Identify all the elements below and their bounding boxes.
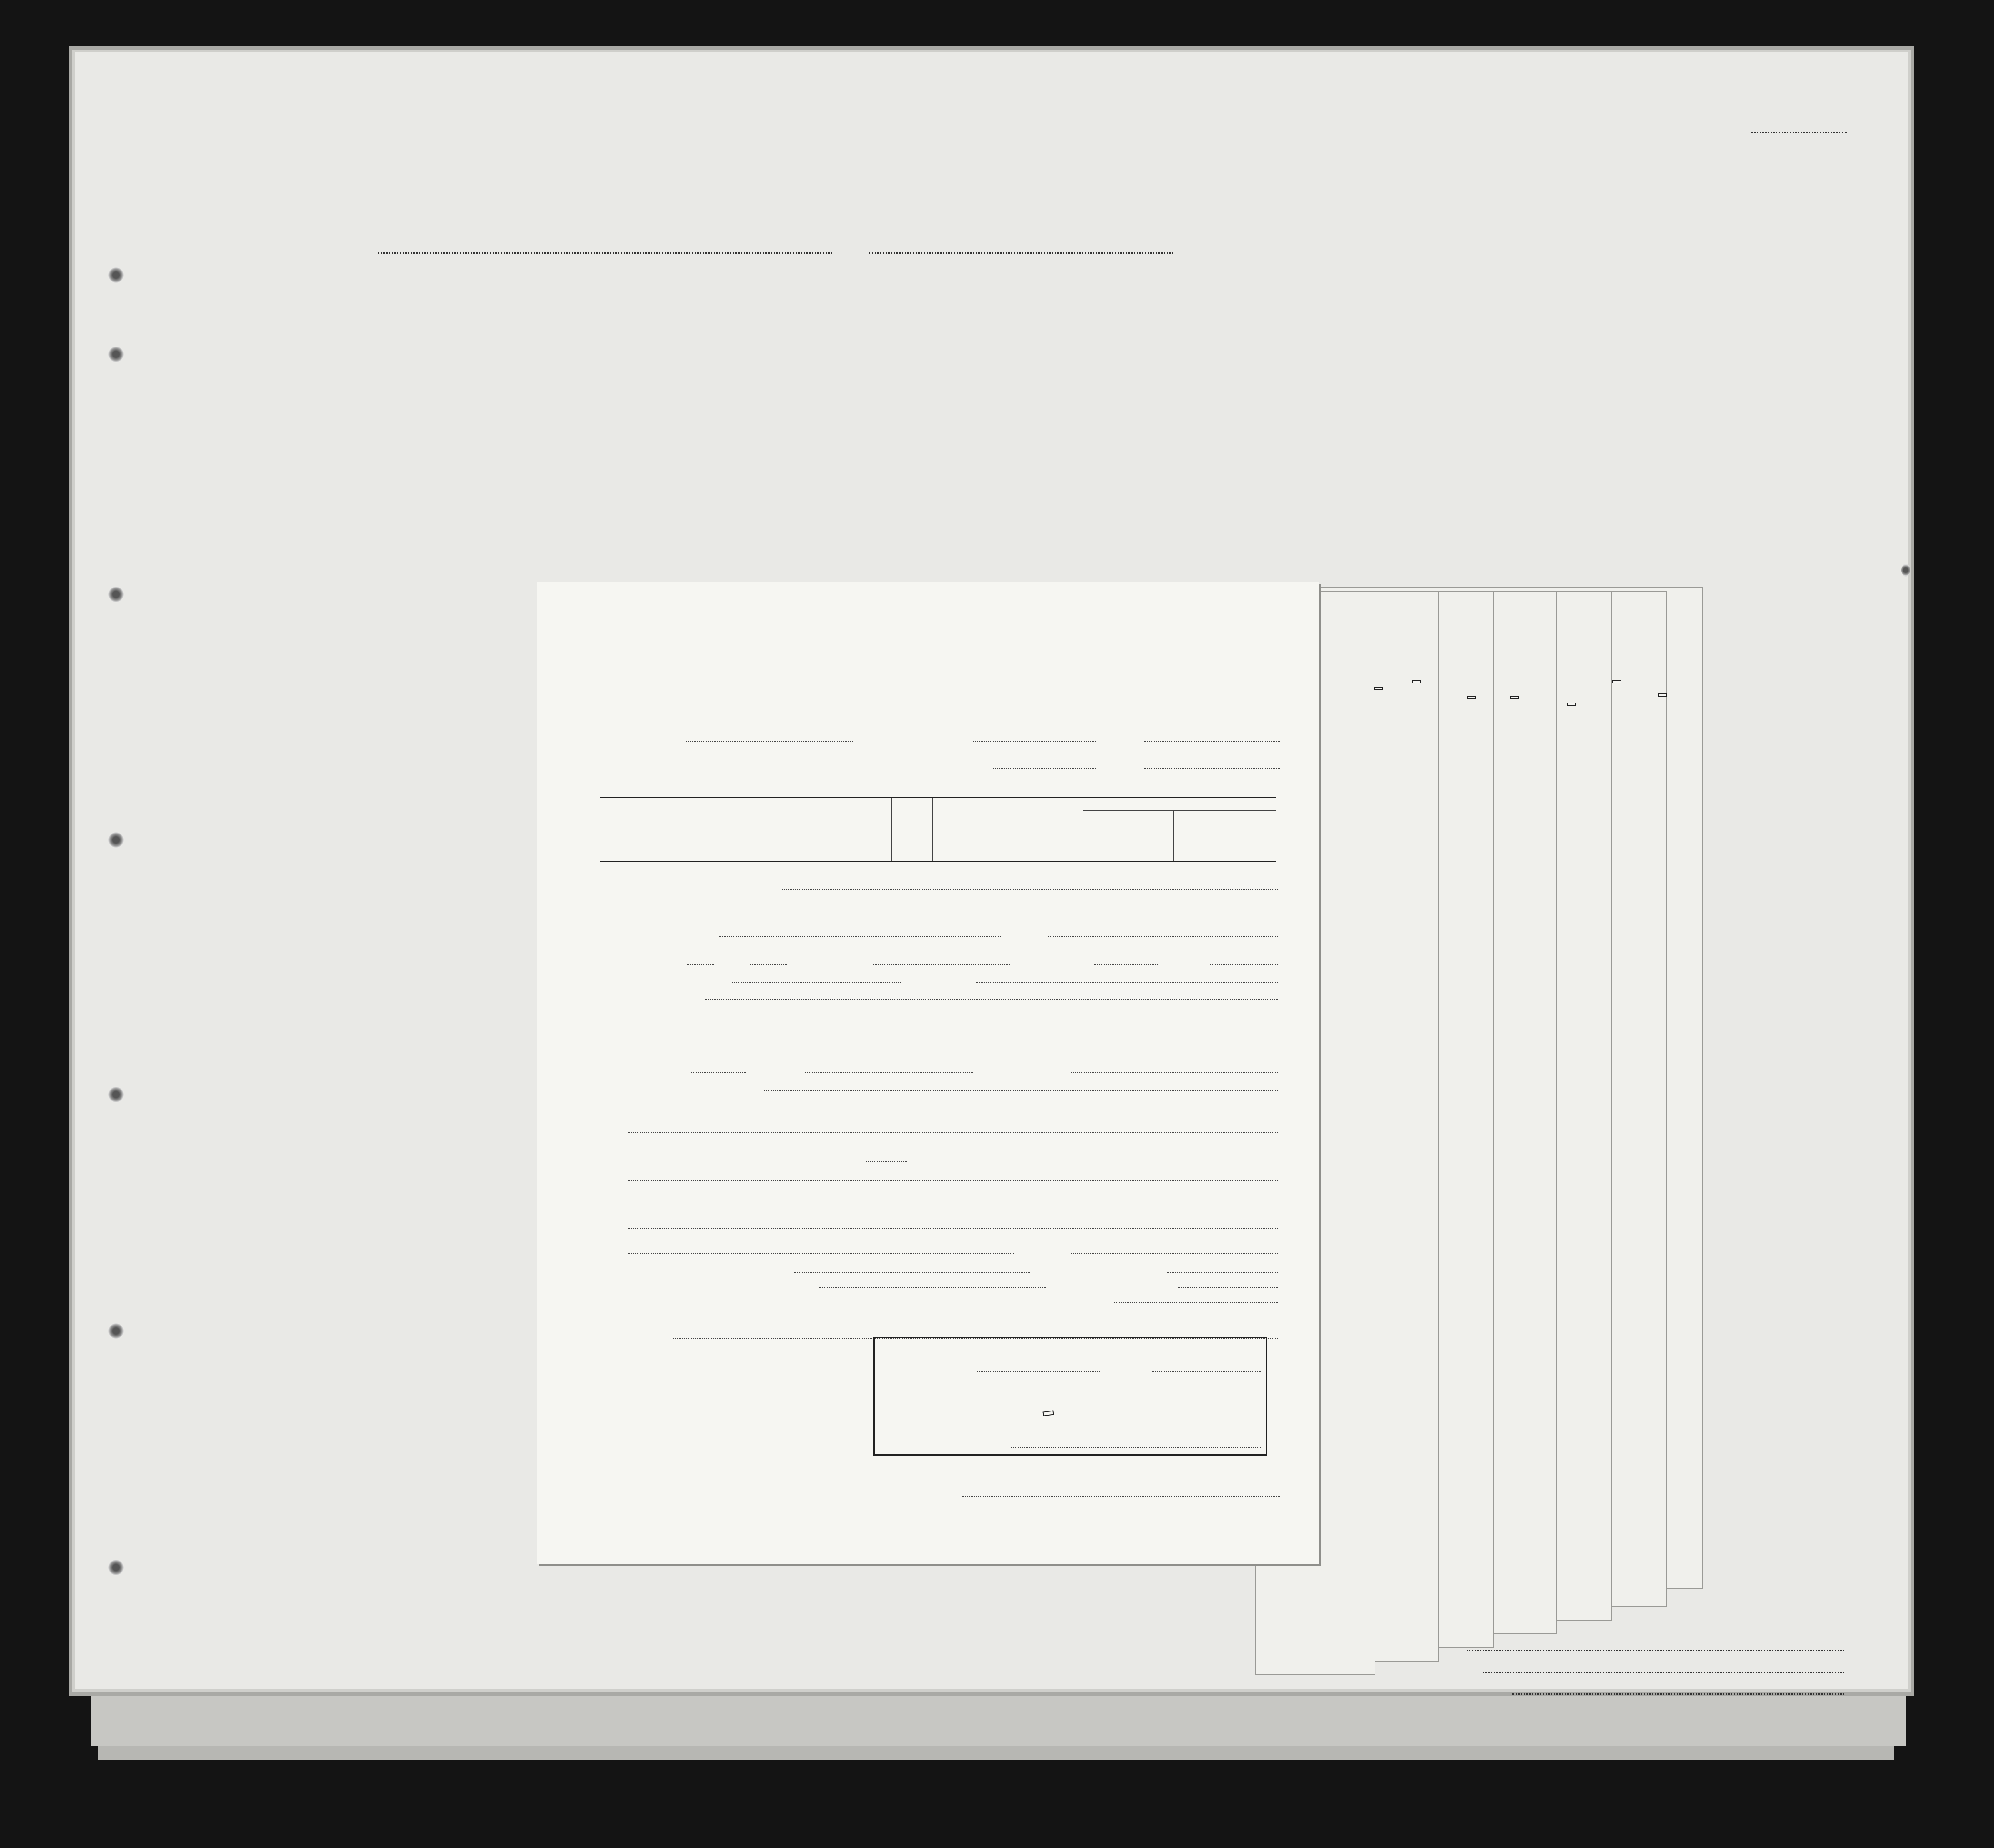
citizen-tab [1612,680,1621,683]
col-header-polygamist [1294,336,1312,441]
passenger-table [600,797,1276,862]
feet-header [1590,425,1608,457]
information-sheet [537,582,1319,1564]
col-header-anarchist [1319,336,1337,441]
citizen-tab [1412,680,1421,683]
officer-box [873,1337,1267,1456]
citizen-tab [1467,696,1476,699]
binder-hole [108,587,124,602]
binder-hole [108,832,124,848]
binder-hole [108,1323,124,1339]
binder-hole [108,1560,124,1575]
binder-hole [108,1087,124,1102]
citizen-tab [1374,687,1383,690]
col-header-ticket [589,336,612,441]
binder-hole [108,267,124,283]
citizen-tab [1510,696,1519,699]
citizen-stamp [1042,1410,1054,1416]
col-header-money [712,336,732,441]
inches-header [1612,416,1631,457]
binder-hole [108,346,124,362]
citizen-tab [1658,693,1667,697]
citizen-tab [1567,703,1576,706]
